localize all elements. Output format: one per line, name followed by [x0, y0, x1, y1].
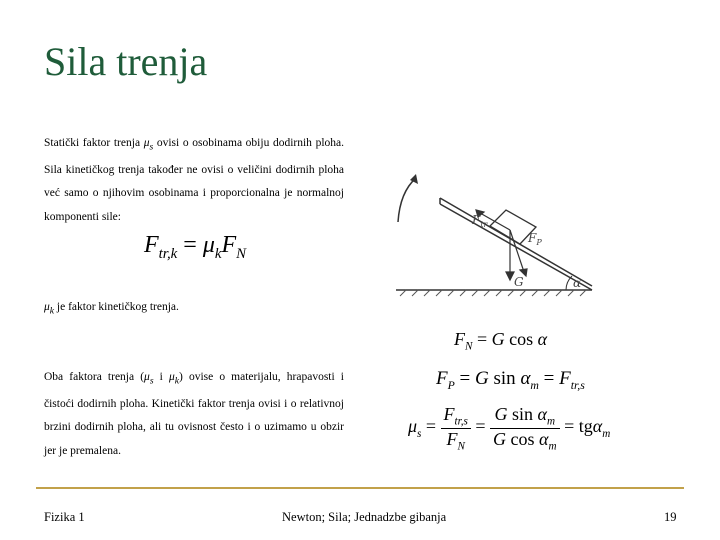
- eq-alpha-sub: m: [602, 427, 611, 440]
- mu-subscript: k: [49, 305, 55, 317]
- num-alpha-sub: m: [547, 415, 556, 428]
- mu-symbol: μ: [44, 301, 50, 313]
- den-alpha: α: [539, 428, 549, 449]
- para1-rest: Sila kinetičkog trenja također ne ovisi o veličini dodirnih ploha već samo o njihovim osobinama i proporcionalna je normalnoj komponenti sile:: [44, 163, 344, 223]
- slide-title: Sila trenja: [44, 39, 208, 84]
- page-number: 19: [664, 510, 677, 524]
- den-cos: cos: [506, 428, 540, 449]
- eq-sign-2: =: [470, 416, 491, 437]
- ground-hatching: [396, 290, 592, 296]
- num-g: G: [494, 404, 508, 424]
- eq-lhs-sub: tr,k: [158, 245, 178, 262]
- den-alpha-sub: m: [548, 440, 557, 453]
- label-angle: α: [573, 276, 582, 290]
- inclined-plane-figure: [360, 170, 598, 304]
- eq-sign-3: =: [559, 416, 579, 437]
- footer-topic: Newton; Sila; Jednadzbe gibanja: [282, 510, 447, 524]
- para1-prefix: Statički faktor trenja: [44, 137, 144, 149]
- fraction-denominator: [490, 429, 560, 453]
- mu-subscript: k: [174, 375, 180, 387]
- paragraph-static-friction: [44, 132, 344, 229]
- label-ftr-sub: tr: [480, 220, 488, 229]
- eq-alpha-sub: m: [530, 378, 539, 392]
- equation-parallel-force: [436, 368, 585, 393]
- eq-lhs-f: F: [436, 368, 448, 389]
- mu-subscript: s: [149, 141, 154, 153]
- eq-mu: μ: [408, 416, 418, 437]
- equation-kinetic-friction: [144, 232, 246, 263]
- eq-mu-sub: s: [417, 427, 422, 440]
- label-fp-sub: P: [536, 238, 542, 247]
- equation-normal-force: [454, 329, 547, 353]
- den-g: G: [493, 428, 507, 449]
- para3-text3: ) ovise o materijalu, hrapavosti i čistoći dodirnih ploha. Kinetički faktor trenja ovisi i o relativnoj brzini dodirnih ploha, ali tu ovisnost često i o uzimamo u obzir jer je premalena.: [44, 371, 344, 457]
- eq-fn-sub: N: [236, 245, 247, 262]
- paragraph-kinetic-factor: [44, 296, 344, 323]
- rotation-arrow: [398, 178, 416, 222]
- eq-alpha: α: [520, 368, 531, 389]
- fraction-numerator: [441, 404, 471, 429]
- eq-sign-2: =: [538, 368, 560, 389]
- eq-alpha: α: [537, 329, 548, 349]
- mu-symbol: μ: [144, 371, 150, 383]
- eq-lhs-sub: N: [465, 340, 473, 353]
- fraction-denominator: [441, 429, 471, 453]
- eq-lhs-f: F: [144, 232, 159, 258]
- eq-sign: =: [421, 416, 441, 437]
- eq-alpha: α: [592, 416, 603, 437]
- mu-subscript: s: [149, 375, 154, 387]
- fraction-numerator: [490, 404, 560, 429]
- para1-suffix: ovisi o osobinama obiju dodirnih ploha.: [153, 137, 344, 149]
- eq-ftr: F: [559, 368, 571, 389]
- eq-lhs-f: F: [454, 329, 465, 349]
- eq-sign: =: [177, 232, 203, 258]
- den-f-sub: N: [457, 440, 465, 453]
- eq-mu: μ: [202, 232, 215, 258]
- eq-g: G: [475, 368, 489, 389]
- num-f-sub: tr,s: [454, 415, 468, 428]
- mu-symbol: μ: [168, 371, 175, 383]
- eq-sin: sin: [488, 368, 521, 389]
- den-f: F: [446, 428, 458, 449]
- equation-static-coefficient: [408, 404, 610, 452]
- mu-symbol: μ: [143, 137, 150, 149]
- eq-tg: tg: [578, 416, 593, 437]
- eq-lhs-sub: P: [447, 378, 455, 392]
- paragraph-friction-factors: [44, 366, 344, 463]
- label-fp: F: [528, 231, 537, 245]
- eq-sign: =: [472, 329, 492, 349]
- label-friction-force: [471, 213, 489, 229]
- eq-sign: =: [454, 368, 476, 389]
- num-alpha: α: [537, 404, 547, 424]
- eq-mu-sub: k: [214, 245, 222, 262]
- eq-cos: cos: [504, 329, 538, 349]
- eq-g: G: [491, 329, 505, 349]
- label-parallel-force: [527, 231, 542, 247]
- para3-text2: i: [153, 371, 169, 383]
- para2-text: je faktor kinetičkog trenja.: [54, 301, 179, 313]
- para3-text1: Oba faktora trenja (: [44, 371, 145, 383]
- fraction-trig: [490, 404, 560, 452]
- num-f: F: [443, 404, 455, 424]
- label-ftr: F: [472, 213, 481, 227]
- num-sin: sin: [507, 404, 538, 424]
- fraction-forces: [441, 404, 471, 452]
- label-weight: G: [514, 275, 524, 289]
- footer-course: Fizika 1: [44, 510, 85, 524]
- eq-fn: F: [221, 232, 237, 258]
- eq-ftr-sub: tr,s: [570, 378, 585, 392]
- footer-divider: [36, 487, 684, 489]
